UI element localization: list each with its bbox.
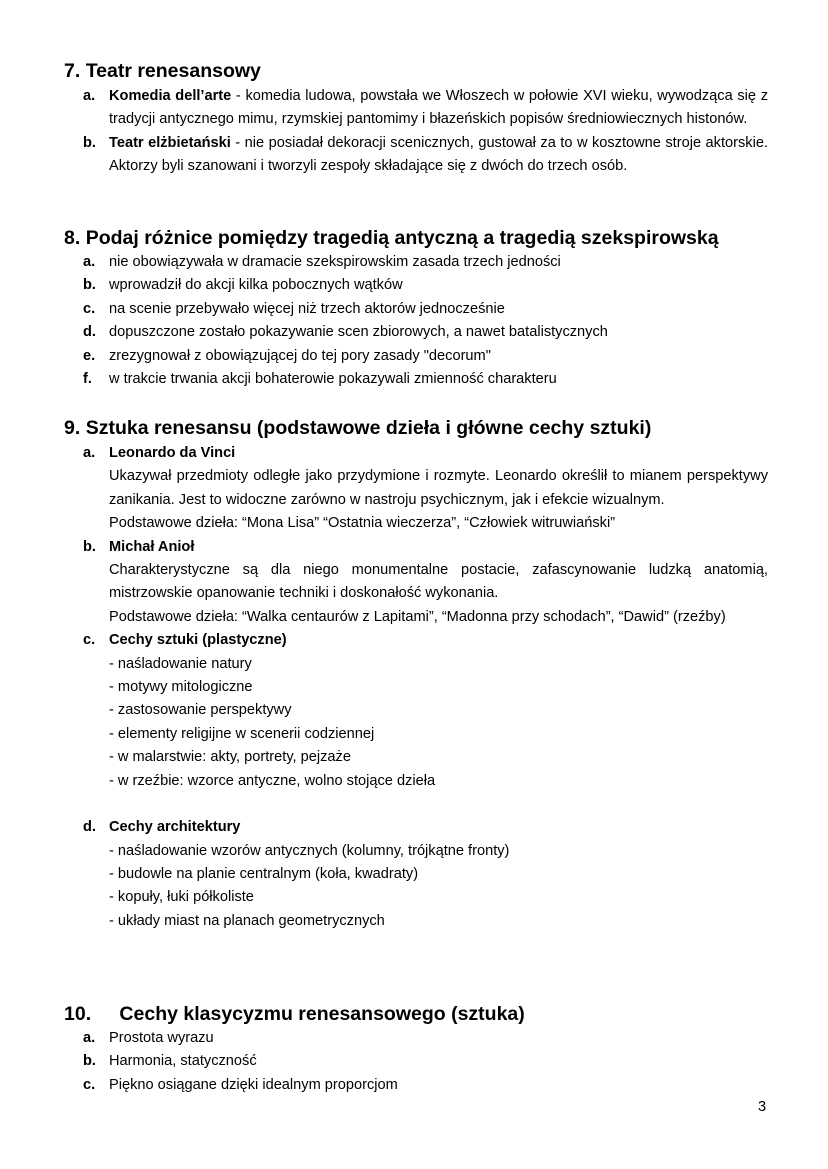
feature-line: - naśladowanie wzorów antycznych (kolumny, trójkątne fronty) [109, 842, 510, 859]
list-item [64, 345, 768, 368]
list-item [64, 298, 768, 321]
item-letter: b. [83, 277, 96, 294]
item-letter: b. [83, 1053, 96, 1070]
section-10 [64, 1002, 768, 1097]
feature-line: - zastosowanie perspektywy [109, 702, 292, 719]
item-text: - komedia ludowa, powstała we Włoszech w połowie XVI wieku, wywodząca się z tradycji antycznego mimu, rzymskiej pantomimy i błazeńskich popisów średniowiecznych histonów. [109, 88, 768, 128]
item-works: Podstawowe dzieła: “Walka centaurów z Lapitami”, “Madonna przy schodach”, “Dawid” (rzeźby) [109, 608, 726, 625]
artist-leonardo [64, 442, 768, 465]
item-title: Michał Anioł [109, 538, 195, 555]
item-letter: a. [83, 254, 96, 270]
item-text: dopuszczone zostało pokazywanie scen zbiorowych, a nawet batalistycznych [109, 324, 608, 341]
feature-line: - budowle na planie centralnym (koła, kwadraty) [109, 865, 419, 882]
list-item [64, 274, 768, 297]
item-text: wprowadził do akcji kilka pobocznych wątków [109, 277, 403, 294]
section-number: 7. [64, 60, 81, 82]
section-10-heading [64, 1002, 768, 1026]
section-title: Podaj różnice pomiędzy tragedią antyczną a tragedią szekspirowską [85, 227, 719, 249]
item-letter: f. [83, 371, 92, 388]
item-text: Prostota wyrazu [109, 1030, 214, 1046]
item-letter: c. [83, 1076, 96, 1093]
list-item [64, 251, 768, 274]
item-letter: c. [83, 300, 96, 317]
item-title: Cechy sztuki (plastyczne) [109, 632, 287, 649]
item-term: Komedia dell’arte [109, 88, 232, 104]
art-features [64, 629, 768, 652]
artist-michelangelo [64, 536, 768, 559]
list-item [64, 368, 768, 391]
feature-line: - w rzeźbie: wzorce antyczne, wolno stojące dzieła [109, 772, 436, 789]
page-number: 3 [758, 1099, 767, 1115]
item-letter: e. [83, 347, 96, 364]
feature-line: - układy miast na planach geometrycznych [109, 912, 385, 929]
item-title: Leonardo da Vinci [109, 445, 236, 461]
section-title: Sztuka renesansu (podstawowe dzieła i główne cechy sztuki) [85, 417, 652, 439]
section-number: 8. [64, 227, 81, 249]
list-item [64, 132, 768, 179]
item-title: Cechy architektury [109, 819, 241, 836]
section-number: 9. [64, 417, 81, 439]
item-works: Podstawowe dzieła: “Mona Lisa” “Ostatnia wieczerza”, “Człowiek witruwiański” [109, 515, 616, 532]
item-letter: a. [83, 1030, 96, 1046]
section-title: Cechy klasycyzmu renesansowego (sztuka) [119, 1003, 525, 1025]
item-text: - nie posiadał dekoracji scenicznych, gustował za to w kosztowne stroje aktorskie. Aktorzy byli szanowani i tworzyli zespoły składające się z dwóch do trzech osób. [109, 134, 768, 175]
item-letter: a. [83, 88, 96, 104]
item-letter: d. [83, 324, 96, 341]
feature-line: - motywy mitologiczne [109, 679, 253, 696]
item-description: Charakterystyczne są dla niego monumentalne postacie, zafascynowanie ludzką anatomią, mistrzowskie opanowanie techniki i doskonałość wykonania. [109, 562, 768, 602]
feature-line: - elementy religijne w scenerii codziennej [109, 725, 375, 742]
item-text: nie obowiązywała w dramacie szekspirowskim zasada trzech jedności [109, 254, 561, 270]
section-7 [64, 59, 768, 179]
item-letter: a. [83, 445, 96, 461]
item-text: Harmonia, statyczność [109, 1053, 257, 1070]
feature-line: - kopuły, łuki półkoliste [109, 889, 254, 906]
item-letter: d. [83, 819, 96, 836]
section-title: Teatr renesansowy [85, 60, 261, 82]
list-item [64, 85, 768, 132]
architecture-features [64, 816, 768, 839]
item-text: Piękno osiągane dzięki idealnym proporcjom [109, 1076, 398, 1093]
list-item [64, 1027, 768, 1050]
item-text: w trakcie trwania akcji bohaterowie pokazywali zmienność charakteru [109, 371, 557, 388]
section-9-heading [64, 416, 768, 440]
item-letter: c. [83, 632, 96, 649]
item-description: Ukazywał przedmioty odległe jako przydymione i rozmyte. Leonardo określił to mianem perspektywy zanikania. Jest to widoczne zarówno w nastroju psychicznym, jak i efekcie wizualnym. [109, 468, 768, 508]
section-9 [64, 416, 768, 933]
list-item [64, 321, 768, 344]
section-7-heading [64, 59, 768, 83]
section-8-heading [64, 226, 768, 250]
item-letter: b. [83, 538, 96, 555]
section-8 [64, 226, 768, 391]
item-letter: b. [83, 134, 96, 151]
item-text: zrezygnował z obowiązującej do tej pory zasady "decorum" [109, 347, 491, 364]
list-item [64, 1074, 768, 1097]
section-number: 10. [64, 1003, 92, 1025]
list-item [64, 1050, 768, 1073]
item-term: Teatr elżbietański [109, 134, 231, 151]
feature-line: - w malarstwie: akty, portrety, pejzaże [109, 749, 351, 766]
item-text: na scenie przebywało więcej niż trzech aktorów jednocześnie [109, 300, 505, 317]
feature-line: - naśladowanie natury [109, 655, 252, 672]
